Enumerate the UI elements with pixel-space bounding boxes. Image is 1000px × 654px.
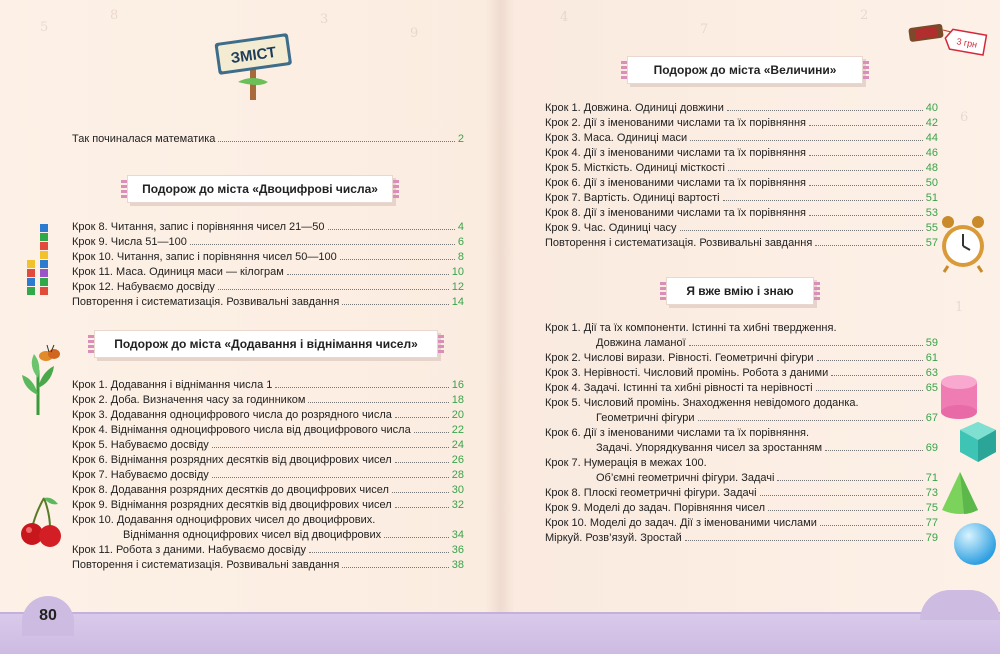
- toc-entry-title: Крок 5. Числовий промінь. Знаходження невідомого доданка.: [545, 397, 859, 409]
- toc-entry[interactable]: [545, 144, 938, 159]
- page-number: 80: [22, 596, 74, 636]
- cone-icon: [940, 470, 980, 518]
- toc-entry[interactable]: [545, 484, 938, 499]
- toc-entry-title: Повторення і систематизація. Розвивальні завдання: [545, 237, 813, 249]
- toc-entry-title: Крок 1. Додавання і віднімання числа 1: [72, 379, 273, 391]
- toc-entry-page: 12: [451, 281, 464, 293]
- toc-entry-page: 53: [925, 207, 938, 219]
- toc-leader-dots: [685, 540, 923, 541]
- toc-leader-dots: [727, 110, 923, 111]
- toc-leader-dots: [392, 492, 449, 493]
- toc-leader-dots: [308, 402, 448, 403]
- decor-digit: 4: [560, 10, 569, 25]
- toc-entry[interactable]: [72, 436, 464, 451]
- toc-entry-page: 48: [925, 162, 938, 174]
- toc-entry-title: Крок 7. Вартість. Одиниці вартості: [545, 192, 720, 204]
- toc-leader-dots: [760, 495, 923, 496]
- toc-entry-page: 57: [925, 237, 938, 249]
- toc-leader-dots: [218, 141, 454, 142]
- decor-digit: 5: [40, 20, 49, 35]
- toc-leader-dots: [768, 510, 923, 511]
- toc-entry-title: Крок 3. Маса. Одиниці маси: [545, 132, 688, 144]
- toc-leader-dots: [825, 450, 923, 451]
- toc-entry-title: Крок 5. Набуваємо досвіду: [72, 439, 209, 451]
- toc-entry-page: 50: [925, 177, 938, 189]
- toc-entry[interactable]: [545, 189, 938, 204]
- toc-entry-title: Крок 3. Додавання одноцифрового числа до розрядного числа: [72, 409, 392, 421]
- toc-entry-title: Крок 10. Моделі до задач. Дії з іменованими числами: [545, 517, 817, 529]
- toc-entry-title: Крок 9. Час. Одиниці часу: [545, 222, 677, 234]
- toc-entry-page: 59: [925, 337, 938, 349]
- toc-leader-dots: [395, 462, 449, 463]
- toc-entry[interactable]: [72, 263, 464, 278]
- toc-entry[interactable]: [545, 99, 938, 114]
- toc-entry-page: 34: [451, 529, 464, 541]
- section-heading: Подорож до міста «Двоцифрові числа»: [127, 175, 393, 203]
- toc-entry-title: Крок 4. Віднімання одноцифрового числа від двоцифрового числа: [72, 424, 411, 436]
- book-gutter: [485, 0, 515, 654]
- toc-entry-page: 22: [451, 424, 464, 436]
- toc-entry-title: Крок 8. Додавання розрядних десятків до двоцифрових чисел: [72, 484, 389, 496]
- toc-entry-title: Крок 11. Робота з даними. Набуваємо досвіду: [72, 544, 307, 556]
- toc-leader-dots: [309, 552, 449, 553]
- toc-entry-title: Крок 2. Дії з іменованими числами та їх порівняння: [545, 117, 806, 129]
- toc-entry-page: 77: [925, 517, 938, 529]
- sign-title: ЗМІСТ: [229, 43, 278, 68]
- toc-entry[interactable]: [72, 278, 464, 293]
- toc-entry-title: Крок 4. Дії з іменованими числами та їх порівняння: [545, 147, 806, 159]
- toc-entry-page: 65: [925, 382, 938, 394]
- toc-entry[interactable]: [545, 499, 938, 514]
- price-tag-icon: [905, 20, 990, 60]
- toc-entry-title: Крок 1. Довжина. Одиниці довжини: [545, 102, 724, 114]
- toc-entry-title: Крок 6. Віднімання розрядних десятків від двоцифрових чисел: [72, 454, 392, 466]
- toc-entry-title: Повторення і систематизація. Розвивальні завдання: [72, 296, 340, 308]
- toc-leader-dots: [384, 537, 449, 538]
- toc-entry-title: Довжина ламаної: [596, 337, 686, 349]
- toc-entry-page: 10: [451, 266, 464, 278]
- toc-entry-title: Крок 9. Моделі до задач. Порівняння чисел: [545, 502, 766, 514]
- toc-entry-title: Крок 8. Читання, запис і порівняння чисел 21—50: [72, 221, 325, 233]
- toc-leader-dots: [212, 447, 449, 448]
- toc-entry-page: 24: [451, 439, 464, 451]
- toc-leader-dots: [689, 345, 923, 346]
- toc-entry[interactable]: [72, 466, 464, 481]
- toc-entry-title: Об’ємні геометричні фігури. Задачі: [596, 472, 775, 484]
- toc-entry-title: Крок 2. Числові вирази. Рівності. Геометричні фігури: [545, 352, 814, 364]
- toc-leader-dots: [287, 274, 449, 275]
- toc-entry[interactable]: [545, 234, 938, 249]
- toc-entry[interactable]: [72, 526, 464, 541]
- toc-entry[interactable]: [545, 364, 938, 379]
- toc-entry-page: 4: [457, 221, 464, 233]
- toc-entry-title: Крок 2. Доба. Визначення часу за годинником: [72, 394, 306, 406]
- toc-entry-page: 46: [925, 147, 938, 159]
- toc-leader-dots: [340, 259, 455, 260]
- decor-digit: 7: [700, 22, 709, 37]
- toc-entry-page: 79: [925, 532, 938, 544]
- toc-leader-dots: [723, 200, 923, 201]
- toc-entry-page: 55: [925, 222, 938, 234]
- toc-entry[interactable]: [72, 376, 464, 391]
- toc-entry[interactable]: [545, 454, 938, 469]
- toc-entry-page: 42: [925, 117, 938, 129]
- toc-entry-page: 28: [451, 469, 464, 481]
- toc-entry-page: 26: [451, 454, 464, 466]
- cylinder-icon: [938, 374, 980, 420]
- toc-entry-page: 75: [925, 502, 938, 514]
- toc-leader-dots: [815, 245, 922, 246]
- toc-entry[interactable]: [545, 129, 938, 144]
- zmist-sign-icon: [212, 30, 294, 100]
- toc-entry[interactable]: [72, 248, 464, 263]
- toc-entry-title: Крок 10. Додавання одноцифрових чисел до двоцифрових.: [72, 514, 376, 526]
- toc-entry-page: 71: [925, 472, 938, 484]
- toc-entry[interactable]: [72, 481, 464, 496]
- toc-entry[interactable]: [72, 511, 464, 526]
- toc-entry[interactable]: [545, 514, 938, 529]
- toc-leader-dots: [328, 229, 455, 230]
- toc-leader-dots: [831, 375, 923, 376]
- toc-entry-page: 20: [451, 409, 464, 421]
- toc-leader-dots: [816, 390, 923, 391]
- toc-entry[interactable]: [545, 114, 938, 129]
- toc-leader-dots: [698, 420, 923, 421]
- toc-entry[interactable]: [545, 349, 938, 364]
- toc-entry[interactable]: [72, 218, 464, 233]
- toc-entry[interactable]: [545, 469, 938, 484]
- toc-entry[interactable]: [545, 219, 938, 234]
- toc-entry-page: 6: [457, 236, 464, 248]
- decor-digit: 8: [110, 8, 119, 23]
- cubes-tower-icon: [20, 222, 60, 297]
- toc-entry[interactable]: [72, 541, 464, 556]
- toc-leader-dots: [809, 125, 923, 126]
- toc-entry-page: 40: [925, 102, 938, 114]
- cherries-icon: [20, 496, 62, 548]
- section-heading: Я вже вмію і знаю: [666, 277, 814, 305]
- toc-entry[interactable]: [72, 556, 464, 571]
- toc-entry-title: Повторення і систематизація. Розвивальні завдання: [72, 559, 340, 571]
- toc-entry-title: Віднімання одноцифрових чисел від двоцифрових: [123, 529, 382, 541]
- decor-digit: 6: [960, 110, 969, 125]
- toc-entry-page: 36: [451, 544, 464, 556]
- alarm-clock-icon: [938, 214, 988, 274]
- plant-butterfly-icon: [16, 340, 61, 415]
- toc-entry-page: 14: [451, 296, 464, 308]
- toc-entry-title: Крок 9. Віднімання розрядних десятків від двоцифрових чисел: [72, 499, 392, 511]
- decor-digit: 9: [410, 26, 419, 41]
- toc-leader-dots: [342, 304, 448, 305]
- toc-entry[interactable]: [72, 406, 464, 421]
- toc-entry-title: Крок 1. Дії та їх компоненти. Істинні та хибні твердження.: [545, 322, 837, 334]
- toc-entry[interactable]: [545, 174, 938, 189]
- toc-entry[interactable]: [545, 379, 938, 394]
- toc-entry[interactable]: [545, 439, 938, 454]
- toc-leader-dots: [218, 289, 449, 290]
- toc-entry[interactable]: [72, 233, 464, 248]
- toc-entry[interactable]: [72, 451, 464, 466]
- decor-digit: 3: [320, 12, 329, 27]
- toc-entry[interactable]: [545, 424, 938, 439]
- toc-entry[interactable]: [545, 319, 938, 334]
- toc-leader-dots: [809, 155, 923, 156]
- toc-entry[interactable]: [72, 130, 464, 145]
- decor-digit: 2: [860, 8, 869, 23]
- price-tag-text: 3 грн: [955, 36, 978, 50]
- toc-entry-page: 16: [451, 379, 464, 391]
- section-heading: Подорож до міста «Додавання і віднімання чисел»: [94, 330, 438, 358]
- toc-entry-title: Крок 8. Дії з іменованими числами та їх порівняння: [545, 207, 806, 219]
- sphere-icon: [953, 522, 997, 566]
- toc-entry-title: Крок 4. Задачі. Істинні та хибні рівності та нерівності: [545, 382, 813, 394]
- toc-leader-dots: [777, 480, 922, 481]
- toc-entry-title: Так починалася математика: [72, 133, 216, 145]
- decor-digit: 1: [955, 300, 964, 315]
- toc-entry[interactable]: [72, 496, 464, 511]
- toc-entry-page: 61: [925, 352, 938, 364]
- toc-entry[interactable]: [545, 334, 938, 349]
- toc-leader-dots: [809, 215, 923, 216]
- toc-entry-title: Крок 8. Плоскі геометричні фігури. Задачі: [545, 487, 757, 499]
- toc-entry-page: 32: [451, 499, 464, 511]
- toc-entry-page: 73: [925, 487, 938, 499]
- toc-entry[interactable]: [545, 409, 938, 424]
- toc-leader-dots: [342, 567, 448, 568]
- toc-entry[interactable]: [72, 421, 464, 436]
- toc-leader-dots: [212, 477, 449, 478]
- toc-entry-page: 8: [457, 251, 464, 263]
- toc-entry-title: Крок 5. Місткість. Одиниці місткості: [545, 162, 726, 174]
- toc-entry[interactable]: [545, 529, 938, 544]
- toc-entry-page: 18: [451, 394, 464, 406]
- toc-leader-dots: [680, 230, 923, 231]
- toc-leader-dots: [820, 525, 923, 526]
- toc-entry-title: Крок 11. Маса. Одиниця маси — кілограм: [72, 266, 284, 278]
- toc-entry-page: 67: [925, 412, 938, 424]
- toc-leader-dots: [414, 432, 449, 433]
- toc-leader-dots: [395, 507, 449, 508]
- toc-entry[interactable]: [545, 204, 938, 219]
- toc-entry-page: 2: [457, 133, 464, 145]
- toc-entry-title: Крок 7. Набуваємо досвіду: [72, 469, 209, 481]
- toc-leader-dots: [190, 244, 455, 245]
- toc-entry-title: Крок 7. Нумерація в межах 100.: [545, 457, 707, 469]
- toc-leader-dots: [809, 185, 923, 186]
- toc-entry-page: 44: [925, 132, 938, 144]
- toc-entry[interactable]: [545, 394, 938, 409]
- toc-leader-dots: [690, 140, 923, 141]
- cube-icon: [958, 420, 998, 464]
- toc-entry-title: Міркуй. Розв’язуй. Зростай: [545, 532, 682, 544]
- section-heading: Подорож до міста «Величини»: [627, 56, 863, 84]
- toc-entry-title: Крок 9. Числа 51—100: [72, 236, 187, 248]
- toc-entry-title: Крок 6. Дії з іменованими числами та їх порівняння.: [545, 427, 810, 439]
- toc-entry[interactable]: [72, 391, 464, 406]
- toc-entry-page: 30: [451, 484, 464, 496]
- toc-entry-title: Крок 3. Нерівності. Числовий промінь. Робота з даними: [545, 367, 829, 379]
- toc-entry-title: Крок 10. Читання, запис і порівняння чисел 50—100: [72, 251, 337, 263]
- toc-entry-page: 63: [925, 367, 938, 379]
- toc-leader-dots: [275, 387, 448, 388]
- toc-entry-title: Задачі. Упорядкування чисел за зростанням: [596, 442, 823, 454]
- toc-entry[interactable]: [545, 159, 938, 174]
- toc-leader-dots: [728, 170, 923, 171]
- toc-leader-dots: [395, 417, 449, 418]
- toc-entry-page: 69: [925, 442, 938, 454]
- toc-leader-dots: [817, 360, 923, 361]
- toc-entry-page: 38: [451, 559, 464, 571]
- toc-entry-page: 51: [925, 192, 938, 204]
- toc-entry-title: Геометричні фігури: [596, 412, 695, 424]
- toc-entry[interactable]: [72, 293, 464, 308]
- toc-entry-title: Крок 6. Дії з іменованими числами та їх порівняння: [545, 177, 806, 189]
- bottom-band: [0, 612, 1000, 654]
- toc-entry-title: Крок 12. Набуваємо досвіду: [72, 281, 215, 293]
